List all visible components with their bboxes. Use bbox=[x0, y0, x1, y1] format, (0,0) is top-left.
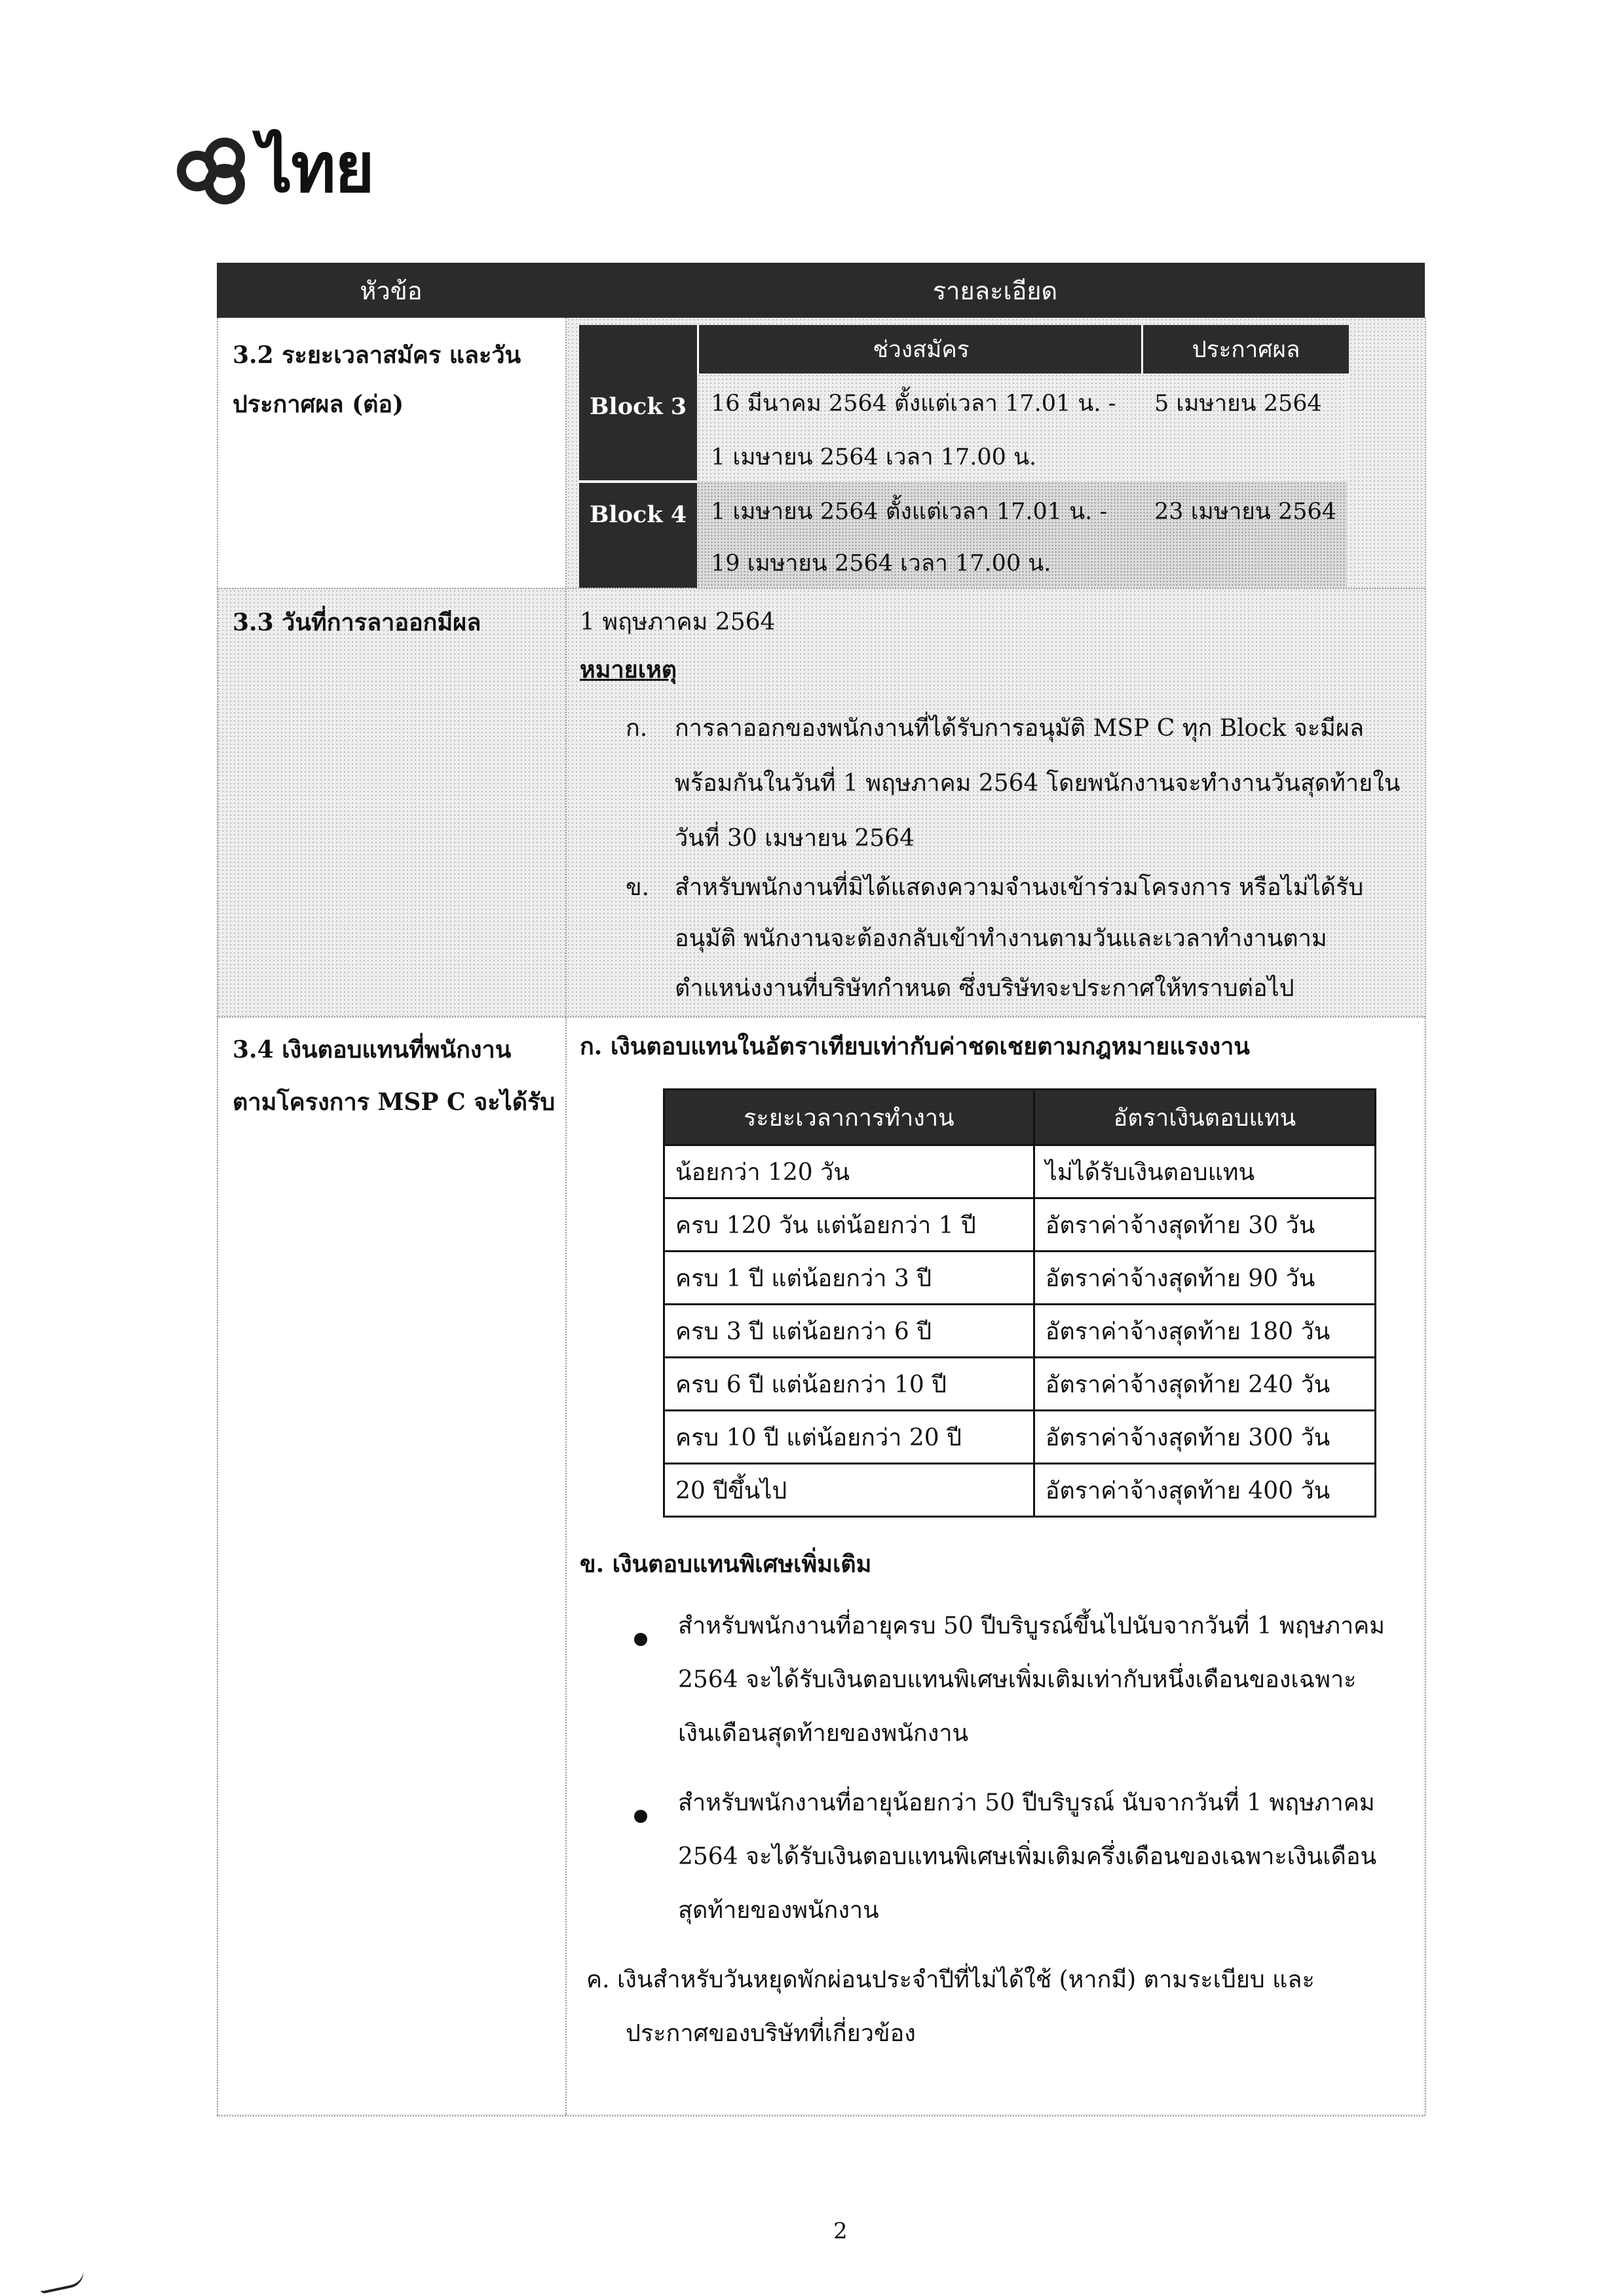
section-3-4-title: 3.4 เงินตอบแทนที่พนักงาน bbox=[233, 1036, 512, 1063]
compensation-rate-cell: อัตราค่าจ้างสุดท้าย 400 วัน bbox=[1034, 1464, 1375, 1517]
sub-heading-c: ค. เงินสำหรับวันหยุดพักผ่อนประจำปีที่ไม่ได้ใช้ (หากมี) ตามระเบียบ และ bbox=[586, 1966, 1315, 1993]
compensation-table bbox=[663, 1088, 1376, 1518]
service-period-cell: น้อยกว่า 120 วัน bbox=[664, 1145, 1034, 1198]
service-period-cell: ครบ 6 ปี แต่น้อยกว่า 10 ปี bbox=[664, 1358, 1034, 1411]
section-3-3-title: 3.3 วันที่การลาออกมีผล bbox=[233, 609, 482, 636]
table-row bbox=[664, 1252, 1376, 1305]
bullet-2-line: 2564 จะได้รับเงินตอบแทนพิเศษเพิ่มเติมครึ่งเดือนของเฉพาะเงินเดือน bbox=[678, 1843, 1377, 1870]
service-period-cell: 20 ปีขึ้นไป bbox=[664, 1464, 1034, 1517]
row-divider bbox=[217, 588, 1425, 589]
note-label: หมายเหตุ bbox=[580, 656, 677, 683]
note-b-line: สำหรับพนักงานที่มิได้แสดงความจำนงเข้าร่วมโครงการ หรือไม่ได้รับ bbox=[675, 874, 1364, 901]
table-row bbox=[664, 1358, 1376, 1411]
sub-heading-b: ข. เงินตอบแทนพิเศษเพิ่มเติม bbox=[580, 1550, 872, 1578]
bullet-icon bbox=[634, 1633, 647, 1646]
compensation-rate-cell: อัตราค่าจ้างสุดท้าย 90 วัน bbox=[1034, 1252, 1375, 1305]
block-3-period-end: 1 เมษายน 2564 เวลา 17.00 น. bbox=[711, 444, 1037, 470]
service-period-cell: ครบ 3 ปี แต่น้อยกว่า 6 ปี bbox=[664, 1305, 1034, 1358]
service-period-cell: ครบ 1 ปี แต่น้อยกว่า 3 ปี bbox=[664, 1252, 1034, 1305]
table-row bbox=[664, 1145, 1376, 1198]
bullet-icon bbox=[634, 1810, 647, 1823]
note-b-line: ตำแหน่งงานที่บริษัทกำหนด ซึ่งบริษัทจะประกาศให้ทราบต่อไป bbox=[675, 975, 1294, 1002]
header-topic: หัวข้อ bbox=[217, 263, 565, 318]
page-number: 2 bbox=[833, 2218, 848, 2244]
block-4-period-start: 1 เมษายน 2564 ตั้งแต่เวลา 17.01 น. - bbox=[711, 498, 1108, 525]
section-3-2-title: 3.2 ระยะเวลาสมัคร และวัน bbox=[233, 341, 521, 369]
bullet-1-line: 2564 จะได้รับเงินตอบแทนพิเศษเพิ่มเติมเท่ากับหนึ่งเดือนของเฉพาะ bbox=[678, 1666, 1357, 1693]
block-4-announce: 23 เมษายน 2564 bbox=[1154, 498, 1337, 525]
section-3-2-title-cont: ประกาศผล (ต่อ) bbox=[233, 391, 404, 418]
note-a-line: วันที่ 30 เมษายน 2564 bbox=[675, 825, 915, 852]
table-border-right bbox=[1425, 318, 1426, 2115]
note-b-line: อนุมัติ พนักงานจะต้องกลับเข้าทำงานตามวันและเวลาทำงานตาม bbox=[675, 925, 1327, 952]
compensation-rate-cell: อัตราค่าจ้างสุดท้าย 30 วัน bbox=[1034, 1198, 1375, 1252]
table-row bbox=[664, 1411, 1376, 1464]
resignation-effective-date: 1 พฤษภาคม 2564 bbox=[580, 609, 776, 636]
logo-text: ไทย bbox=[258, 127, 373, 208]
section-3-4-title-cont: ตามโครงการ MSP C จะได้รับ bbox=[233, 1088, 556, 1116]
compensation-rate-cell: อัตราค่าจ้างสุดท้าย 180 วัน bbox=[1034, 1305, 1375, 1358]
note-a-line: การลาออกของพนักงานที่ได้รับการอนุมัติ MSP C ทุก Block จะมีผล bbox=[675, 715, 1365, 742]
note-marker-b: ข. bbox=[626, 874, 650, 901]
table-border-bottom bbox=[217, 2115, 1425, 2116]
signature-mark bbox=[38, 2269, 86, 2294]
bullet-1-line: เงินเดือนสุดท้ายของพนักงาน bbox=[678, 1720, 969, 1747]
table-row bbox=[664, 1464, 1376, 1517]
company-logo bbox=[177, 124, 400, 210]
compensation-rate-cell: อัตราค่าจ้างสุดท้าย 240 วัน bbox=[1034, 1358, 1375, 1411]
bullet-2-line: สุดท้ายของพนักงาน bbox=[678, 1897, 879, 1924]
header-period: ช่วงสมัคร bbox=[697, 325, 1143, 373]
header-announce: ประกาศผล bbox=[1141, 325, 1349, 373]
col-header-service-period: ระยะเวลาการทำงาน bbox=[664, 1090, 1034, 1145]
service-period-cell: ครบ 120 วัน แต่น้อยกว่า 1 ปี bbox=[664, 1198, 1034, 1252]
bullet-2-line: สำหรับพนักงานที่อายุน้อยกว่า 50 ปีบริบูรณ์ นับจากวันที่ 1 พฤษภาคม bbox=[678, 1789, 1375, 1816]
header-details: รายละเอียด bbox=[565, 263, 1425, 318]
sub-heading-a: ก. เงินตอบแทนในอัตราเทียบเท่ากับค่าชดเชยตามกฎหมายแรงงาน bbox=[580, 1033, 1250, 1060]
block-4-label: Block 4 bbox=[589, 501, 687, 528]
note-a-line: พร้อมกันในวันที่ 1 พฤษภาคม 2564 โดยพนักงานจะทำงานวันสุดท้ายใน bbox=[675, 770, 1401, 797]
block-3-label: Block 3 bbox=[589, 392, 687, 420]
table-row bbox=[664, 1305, 1376, 1358]
compensation-rate-cell: ไม่ได้รับเงินตอบแทน bbox=[1034, 1145, 1375, 1198]
block-column bbox=[579, 325, 697, 588]
block-4-period-end: 19 เมษายน 2564 เวลา 17.00 น. bbox=[711, 550, 1051, 577]
table-row bbox=[664, 1198, 1376, 1252]
col-header-compensation-rate: อัตราเงินตอบแทน bbox=[1034, 1090, 1375, 1145]
sub-heading-c-cont: ประกาศของบริษัทที่เกี่ยวข้อง bbox=[626, 2020, 916, 2047]
service-period-cell: ครบ 10 ปี แต่น้อยกว่า 20 ปี bbox=[664, 1411, 1034, 1464]
orchid-logo-icon bbox=[177, 138, 249, 197]
note-marker-a: ก. bbox=[626, 715, 648, 742]
block-3-period-start: 16 มีนาคม 2564 ตั้งแต่เวลา 17.01 น. - bbox=[711, 390, 1116, 417]
bullet-1-line: สำหรับพนักงานที่อายุครบ 50 ปีบริบูรณ์ขึ้นไปนับจากวันที่ 1 พฤษภาคม bbox=[678, 1613, 1385, 1639]
block-3-announce: 5 เมษายน 2564 bbox=[1154, 390, 1322, 417]
compensation-rate-cell: อัตราค่าจ้างสุดท้าย 300 วัน bbox=[1034, 1411, 1375, 1464]
